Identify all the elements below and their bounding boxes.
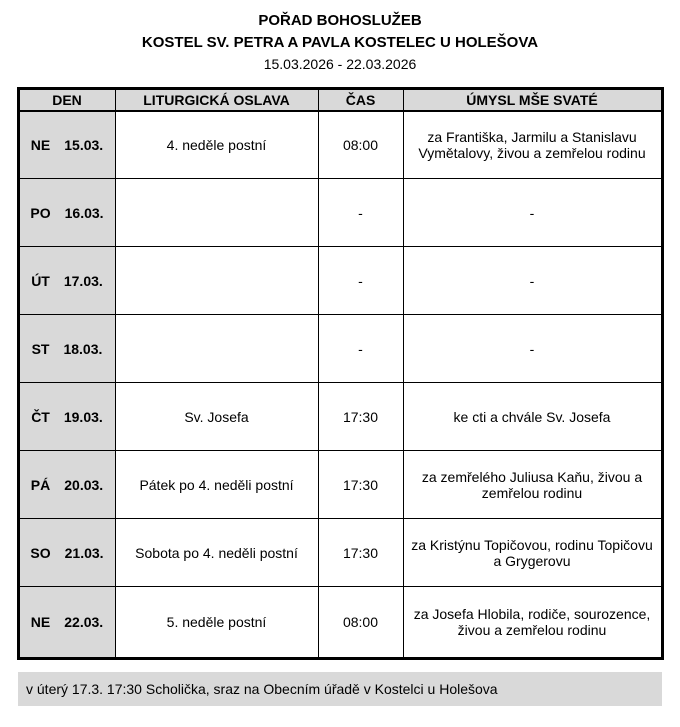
table-row bbox=[18, 519, 662, 587]
celebration-cell bbox=[115, 179, 318, 247]
celebration-cell: 5. neděle postní bbox=[115, 587, 318, 659]
table-row bbox=[18, 451, 662, 519]
day-cell bbox=[18, 383, 115, 451]
column-header-cas: ČAS bbox=[318, 88, 403, 111]
day-cell bbox=[18, 519, 115, 587]
table-row bbox=[18, 179, 662, 247]
intention-cell: - bbox=[403, 315, 662, 383]
table-row bbox=[18, 111, 662, 179]
column-header-den: DEN bbox=[18, 88, 115, 111]
footer-note bbox=[18, 672, 662, 706]
intention-cell: za Josefa Hlobila, rodiče, sourozence, živou a zemřelou rodinu bbox=[403, 587, 662, 659]
intention-cell: za Františka, Jarmilu a Stanislavu Vymětalovy, živou a zemřelou rodinu bbox=[403, 111, 662, 179]
celebration-cell bbox=[115, 315, 318, 383]
time-cell: - bbox=[318, 315, 403, 383]
celebration-cell bbox=[115, 247, 318, 315]
day-cell bbox=[18, 179, 115, 247]
day-date: 17.03. bbox=[63, 272, 103, 289]
page-title: POŘAD BOHOSLUŽEB bbox=[258, 12, 422, 29]
day-abbrev: PO bbox=[30, 204, 51, 221]
table-row bbox=[18, 247, 662, 315]
time-cell: 17:30 bbox=[318, 519, 403, 587]
intention-cell: - bbox=[403, 179, 662, 247]
table-header-row bbox=[18, 88, 662, 111]
time-cell: 08:00 bbox=[318, 111, 403, 179]
celebration-cell: Sv. Josefa bbox=[115, 383, 318, 451]
day-cell bbox=[18, 587, 115, 659]
day-abbrev: NE bbox=[30, 614, 51, 630]
day-abbrev: NE bbox=[30, 136, 51, 153]
day-date: 15.03. bbox=[64, 136, 104, 153]
day-cell bbox=[18, 111, 115, 179]
day-cell bbox=[18, 451, 115, 519]
intention-cell: ke cti a chvále Sv. Josefa bbox=[403, 383, 662, 451]
intention-cell: - bbox=[403, 247, 662, 315]
mass-schedule-table bbox=[17, 87, 664, 661]
table-row bbox=[18, 587, 662, 659]
date-range: 15.03.2026 - 22.03.2026 bbox=[263, 55, 417, 72]
document-header bbox=[0, 0, 680, 75]
footer-note-text: v úterý 17.3. 17:30 Scholička, sraz na Obecním úřadě v Kostelci u Holešova bbox=[26, 681, 498, 697]
day-date: 16.03. bbox=[64, 204, 104, 221]
time-cell: 08:00 bbox=[318, 587, 403, 659]
day-abbrev: PÁ bbox=[30, 476, 51, 493]
day-date: 20.03. bbox=[64, 476, 104, 493]
intention-cell: za zemřelého Juliusa Kaňu, živou a zemřelou rodinu bbox=[403, 451, 662, 519]
day-cell bbox=[18, 247, 115, 315]
table-row bbox=[18, 315, 662, 383]
day-date: 22.03. bbox=[64, 614, 104, 630]
day-date: 18.03. bbox=[63, 340, 103, 357]
day-cell bbox=[18, 315, 115, 383]
time-cell: - bbox=[318, 247, 403, 315]
day-abbrev: SO bbox=[30, 544, 51, 561]
time-cell: - bbox=[318, 179, 403, 247]
time-cell: 17:30 bbox=[318, 451, 403, 519]
intention-cell: za Kristýnu Topičovou, rodinu Topičovu a Grygerovu bbox=[403, 519, 662, 587]
day-date: 21.03. bbox=[64, 544, 104, 561]
day-date: 19.03. bbox=[63, 408, 103, 425]
celebration-cell: Pátek po 4. neděli postní bbox=[115, 451, 318, 519]
column-header-oslava: LITURGICKÁ OSLAVA bbox=[115, 88, 318, 111]
celebration-cell: 4. neděle postní bbox=[115, 111, 318, 179]
time-cell: 17:30 bbox=[318, 383, 403, 451]
church-name: KOSTEL SV. PETRA A PAVLA KOSTELEC U HOLEŠOVA bbox=[141, 33, 539, 51]
table-row bbox=[18, 383, 662, 451]
column-header-umysl: ÚMYSL MŠE SVATÉ bbox=[403, 88, 662, 111]
day-abbrev: ČT bbox=[31, 408, 50, 425]
celebration-cell: Sobota po 4. neděli postní bbox=[115, 519, 318, 587]
day-abbrev: ST bbox=[31, 340, 50, 357]
day-abbrev: ÚT bbox=[31, 272, 50, 289]
